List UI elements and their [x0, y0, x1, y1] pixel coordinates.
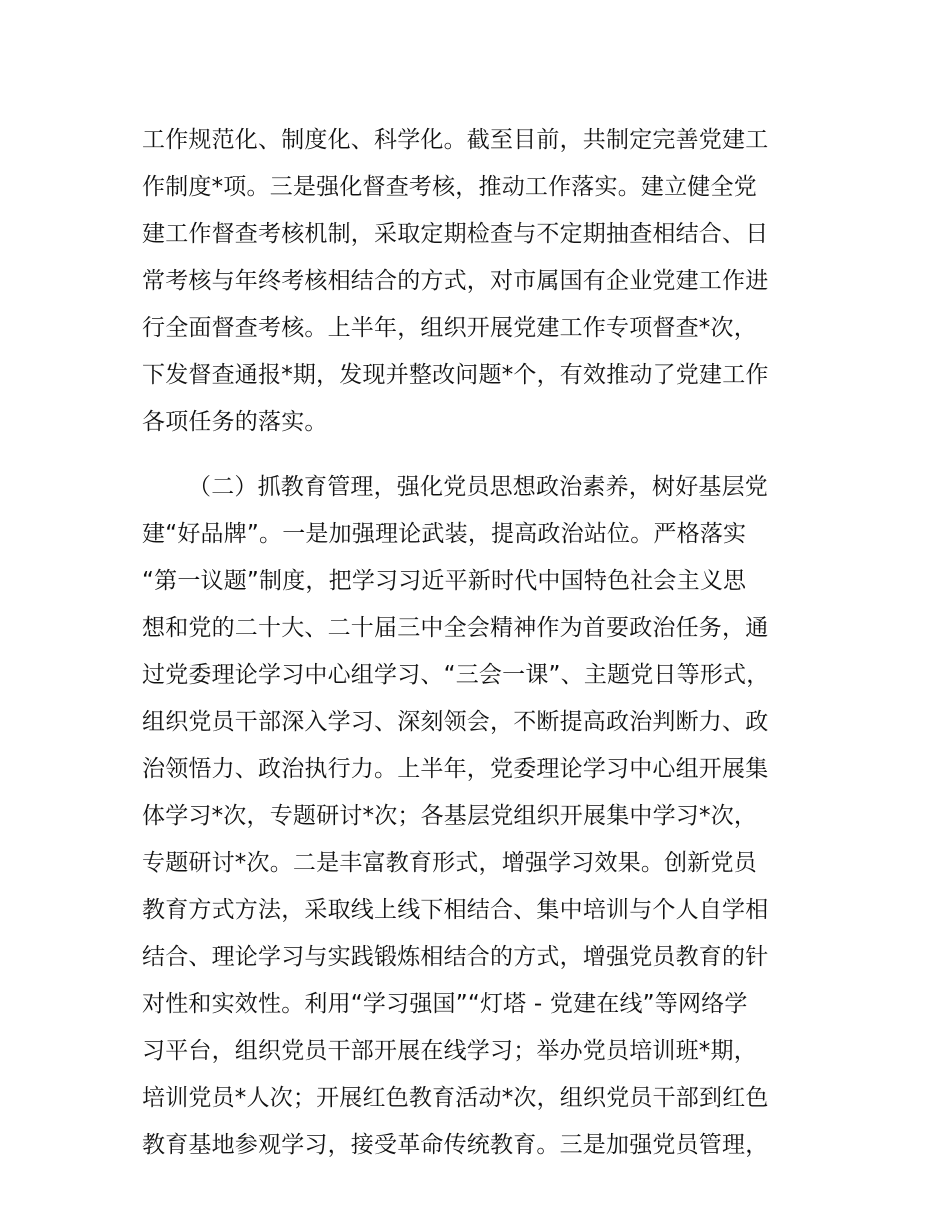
text-line: 建“好品牌”。一是加强理论武装，提高政治站位。严格落实: [142, 521, 747, 547]
text-line: 体学习*次，专题研讨*次；各基层党组织开展集中学习*次，: [142, 803, 758, 829]
document-body: [142, 117, 842, 1169]
text-line: 下发督查通报*期，发现并整改问题*个，有效推动了党建工作: [142, 362, 769, 388]
text-line: 治领悟力、政治执行力。上半年，党委理论学习中心组开展集: [142, 756, 769, 782]
text-line: 想和党的二十大、二十届三中全会精神作为首要政治任务，通: [142, 615, 769, 641]
text-line: 各项任务的落实。: [142, 409, 328, 435]
text-line: 过党委理论学习中心组学习、“三会一课”、主题党日等形式，: [142, 662, 770, 688]
text-line: 专题研讨*次。二是丰富教育形式，增强学习效果。创新党员: [142, 850, 757, 876]
text-line: 结合、理论学习与实践锻炼相结合的方式，增强党员教育的针: [142, 944, 769, 970]
text-line: 教育方式方法，采取线上线下相结合、集中培训与个人自学相: [142, 897, 769, 923]
text-line: 对性和实效性。利用“学习强国”“灯塔 - 党建在线”等网络学: [142, 991, 748, 1017]
text-line: 培训党员*人次；开展红色教育活动*次，组织党员干部到红色: [142, 1085, 769, 1111]
text-line: 作制度*项。三是强化督查考核，推动工作落实。建立健全党: [142, 174, 757, 200]
text-line: 行全面督查考核。上半年，组织开展党建工作专项督查*次，: [142, 315, 757, 341]
paragraph-1: [142, 117, 842, 446]
text-line: 常考核与年终考核相结合的方式，对市属国有企业党建工作进: [142, 268, 769, 294]
paragraph-spacer: [142, 446, 842, 464]
text-line: 习平台，组织党员干部开展在线学习；举办党员培训班*期，: [142, 1038, 757, 1064]
text-line: 工作规范化、制度化、科学化。截至目前，共制定完善党建工: [142, 127, 769, 153]
text-line-first-indented: （二）抓教育管理，强化党员思想政治素养，树好基层党: [188, 474, 768, 500]
text-line: 建工作督查考核机制，采取定期检查与不定期抽查相结合、日: [142, 221, 769, 247]
paragraph-2: [142, 464, 842, 1169]
text-line: 组织党员干部深入学习、深刻领会，不断提高政治判断力、政: [142, 709, 769, 735]
text-line: 教育基地参观学习，接受革命传统教育。三是加强党员管理，: [142, 1132, 769, 1158]
text-line: “第一议题”制度，把学习习近平新时代中国特色社会主义思: [142, 568, 747, 594]
